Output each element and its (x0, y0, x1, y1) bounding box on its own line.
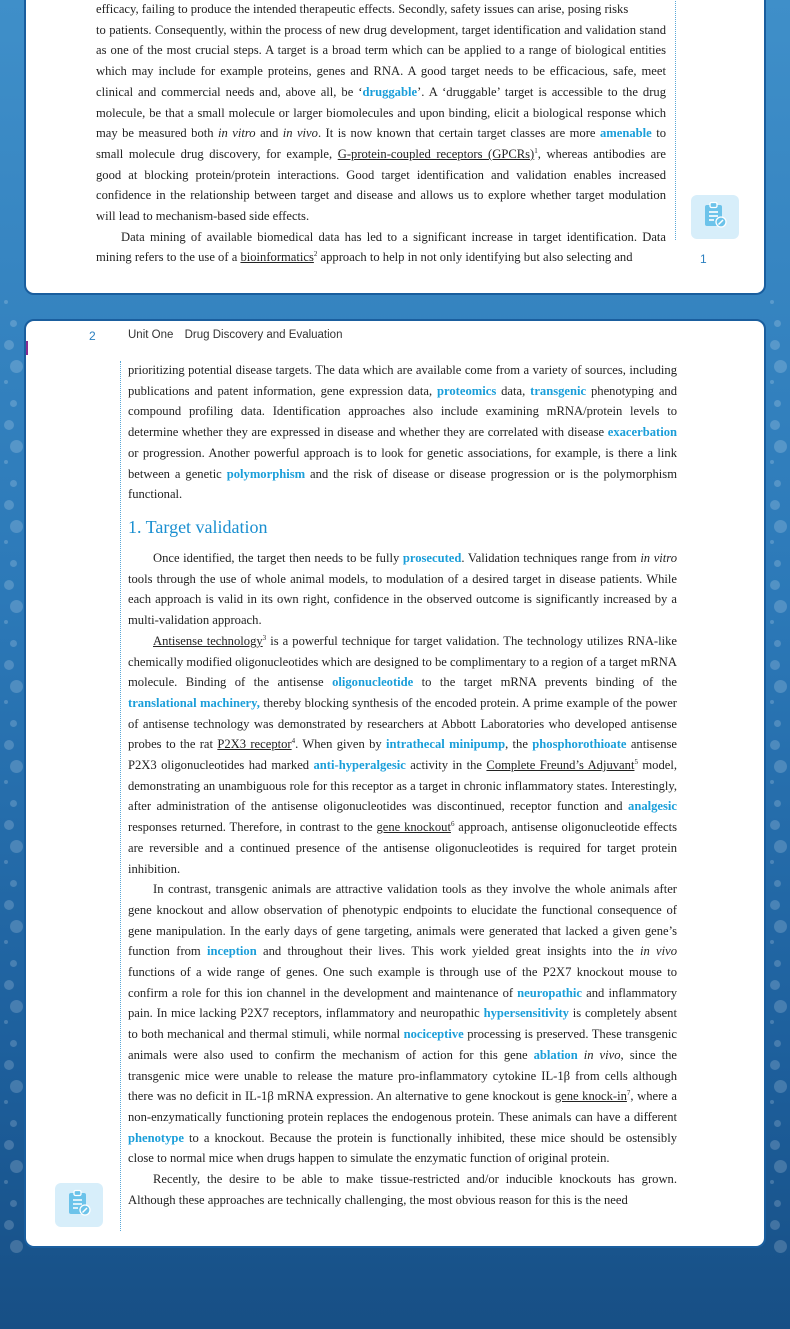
decorative-dot (774, 360, 787, 373)
decorative-dot (10, 920, 23, 933)
keyword[interactable]: exacerbation (607, 425, 677, 440)
keyword[interactable]: phosphorothioate (532, 737, 627, 752)
decorative-dot (10, 1080, 23, 1093)
decorative-dot (774, 320, 781, 327)
notes-button[interactable] (691, 195, 739, 239)
decorative-dot (774, 600, 787, 613)
decorative-dot (4, 700, 8, 704)
decorative-dot (10, 1240, 23, 1253)
decorative-dot (10, 720, 17, 727)
decorative-dot (774, 800, 781, 807)
footnote-term[interactable]: Complete Freund’s Adjuvant (486, 758, 635, 773)
decorative-dot (4, 580, 14, 590)
decorative-dot (10, 680, 23, 693)
decorative-dot (770, 940, 774, 944)
decorative-dot (770, 460, 774, 464)
unit-label: Unit One (128, 329, 174, 341)
decorative-dot (774, 760, 787, 773)
decorative-dot (10, 480, 17, 487)
decorative-dot (774, 1000, 787, 1013)
footnote-term[interactable]: gene knockout (376, 820, 451, 835)
keyword[interactable]: polymorphism (226, 466, 306, 481)
section-heading: 1. Target validation (128, 517, 268, 537)
page-number: 2 (89, 329, 96, 343)
decorative-dot (770, 580, 780, 590)
paragraph: to patients. Consequently, within the process of new drug development, target identification and validation stand as one of the most crucial steps. A target is a broad term which can be applied to a range of biological entities which may include for example proteins, genes and RNA. A good target needs to be efficacious, safe, meet clinical and commercial needs and, above all, be ‘druggable’. A ‘druggable’ target is accessible to the drug molecule, be that a small molecule or larger biomolecules and upon binding, elicit a biological response which may be measured both in vitro and in vivo. It is now known that certain target classes are more amenable to small molecule drug discovery, for example, G-protein-coupled receptors (GPCRs)$^1$, whereas antibodies are good at blocking protein/protein interactions. Good target identification and validation enables increased confidence in the relationship between target and disease and allows us to explore whether target modulation will lead to mechanism-based side effects. (96, 22, 667, 224)
running-header (128, 329, 350, 341)
clipboard-edit-icon (702, 201, 728, 234)
paragraph: Data mining of available biomedical data has led to a significant increase in target identification. Data mining refers to the use of a bioinformatics$^2$ approach to help in not only identifying but also selecting and (96, 229, 666, 265)
footnote-term[interactable]: G-protein-coupled receptors (GPCRs) (337, 146, 535, 161)
decorative-dot (10, 440, 23, 453)
decorative-dot (770, 420, 780, 430)
keyword[interactable]: proteomics (437, 383, 497, 398)
paragraph: Once identified, the target then needs to be fully prosecuted. Validation techniques range from in vitro tools through the use of whole animal models, to modulation of a desired target in disease patients. While each approach is valid in its own right, confidence in the observed outcome is significantly increased by a multi-validation approach. (128, 551, 678, 628)
keyword[interactable]: oligonucleotide (332, 675, 414, 690)
decorative-dot (4, 380, 8, 384)
keyword[interactable]: inception (207, 944, 257, 959)
decorative-dot (4, 940, 8, 944)
keyword[interactable]: hypersensitivity (483, 1006, 569, 1021)
decorative-dot (774, 1120, 781, 1127)
decorative-dot (10, 400, 17, 407)
decorative-dot (774, 1240, 787, 1253)
decorative-dot (10, 600, 23, 613)
decorative-dot (4, 420, 14, 430)
page-edge-mark (26, 341, 28, 355)
decorative-dot (4, 1220, 14, 1230)
decorative-dot (10, 1200, 17, 1207)
paragraph: In contrast, transgenic animals are attractive validation tools as they involve the whole animals after gene knockout and allow observation of phenotypic endpoints to elucidate the functional consequence of gene manipulation. In the early days of gene targeting, animals were generated that lacked a given gene’s function from inception and throughout their lives. This work yielded great insights into the in vivo functions of a wide range of genes. One such example is through use of the P2X7 knockout mouse to confirm a role for this ion channel in the development and maintenance of neuropathic and inflammatory pain. In mice lacking P2X7 receptors, inflammatory and neuropathic hypersensitivity is completely absent to both mechanical and thermal stimuli, while normal nociceptive processing is preserved. These transgenic animals were also used to confirm the mechanism of action for this gene ablation in vivo, since the transgenic mice were unable to release the mature pro-inflammatory cytokine IL-1β from cells although there was no deficit in IL-1β mRNA expression. An alternative to gene knockout is gene knock-$in^7$, where a non-enzymatically functioning protein replaces the endogenous protein. These animals can have a different phenotype to a knockout. Because the protein is functionally inhibited, these mice should be ostensibly close to normal mice when drugs happen to simulate the enzymatic function of original protein. (128, 882, 678, 1166)
decorative-dot (10, 640, 17, 647)
decorative-dot (774, 920, 787, 933)
keyword[interactable]: analgesic (628, 799, 677, 814)
decorative-dot (4, 820, 14, 830)
decorative-dot (4, 460, 8, 464)
clipboard-edit-icon (66, 1189, 92, 1222)
keyword[interactable]: druggable (362, 84, 418, 99)
decorative-dot (770, 660, 780, 670)
decorative-dot (774, 840, 787, 853)
decorative-dot (774, 960, 781, 967)
decorative-dot (770, 540, 774, 544)
decorative-dot (4, 780, 8, 784)
decorative-dot (774, 1160, 787, 1173)
decorative-dot (770, 1060, 780, 1070)
decorative-dot (770, 380, 774, 384)
keyword[interactable]: intrathecal minipump (386, 737, 506, 752)
book-page-1 (24, 0, 766, 295)
decorative-dot (770, 1140, 780, 1150)
decorative-dot (774, 680, 787, 693)
keyword[interactable]: amenable (599, 126, 652, 141)
decorative-dot (10, 520, 23, 533)
paragraph: Recently, the desire to be able to make tissue-restricted and/or inducible knockouts has grown. Although these approaches are technically challenging, the most obvious reason for this is the need (128, 1172, 677, 1207)
page-1-body (96, 0, 666, 268)
decorative-dot (770, 980, 780, 990)
decorative-dot (4, 1100, 8, 1104)
decorative-dot (770, 620, 774, 624)
decorative-dot (770, 900, 780, 910)
decorative-dot (774, 640, 781, 647)
keyword[interactable]: transgenic (530, 383, 587, 398)
footnote-term[interactable]: bioinformatics (240, 250, 314, 265)
decorative-dot (774, 1200, 781, 1207)
decorative-dot (10, 760, 23, 773)
decorative-dot (774, 560, 781, 567)
decorative-dot (770, 1220, 780, 1230)
decorative-dot (10, 960, 17, 967)
decorative-dot (770, 1100, 774, 1104)
decorative-dot (4, 500, 14, 510)
decorative-dot (774, 1040, 781, 1047)
decorative-dot (774, 1080, 787, 1093)
decorative-dot (770, 780, 774, 784)
paragraph: Antisense technology$^3$ is a powerful technique for target validation. The technology utilizes RNA-like chemically modified oligonucleotides which are designed to be complimentary to a region of a target mRNA molecule. Binding of the antisense oligonucleotide to the target mRNA prevents binding of the translational machinery, thereby blocking synthesis of the encoded protein. A prime example of the power of antisense technology was demonstrated by researchers at Abbott Laboratories who developed antisense probes to the rat P2X3 receptor$^4$. When given by intrathecal minipump, the phosphorothioate antisense P2X3 oligonucleotides had marked anti-hyperalgesic activity in the Complete Freund’s Adjuvant$^5$ model, demonstrating an unambiguous role for this receptor as a target in chronic inflammatory states. Interestingly, after administration of the antisense oligonucleotides was discontinued, receptor function and analgesic responses returned. Therefore, in contrast to the gene knockout$^6$ approach, antisense oligonucleotide effects are reversible and a continued presence of the antisense oligonucleotides is required for target protein inhibition. (128, 633, 678, 876)
decorative-dot (10, 560, 17, 567)
keyword[interactable]: translational machinery, (128, 695, 260, 710)
keyword[interactable]: phenotype (128, 1130, 184, 1145)
decorative-dot (770, 740, 780, 750)
decorative-dot (10, 1120, 17, 1127)
keyword[interactable]: nociceptive (403, 1027, 464, 1042)
decorative-dot (770, 700, 774, 704)
decorative-dot (4, 660, 14, 670)
decorative-dot (10, 1160, 23, 1173)
decorative-dot (4, 1180, 8, 1184)
decorative-dots-right (764, 300, 790, 1269)
decorative-dot (4, 900, 14, 910)
keyword[interactable]: prosecuted (402, 551, 462, 565)
page-number: 1 (700, 252, 707, 266)
margin-rule (675, 0, 676, 240)
decorative-dot (4, 340, 14, 350)
decorative-dot (774, 720, 781, 727)
decorative-dot (770, 1180, 774, 1184)
decorative-dot (10, 800, 17, 807)
decorative-dots-left (0, 300, 26, 1269)
decorative-dot (4, 1140, 14, 1150)
partial-line: efficacy, failing to produce the intended therapeutic effects. Secondly, safety issues can arise, posing risks (96, 2, 629, 16)
decorative-dot (4, 740, 14, 750)
unit-title: Drug Discovery and Evaluation (184, 329, 343, 341)
decorative-dot (774, 880, 781, 887)
footnote-term[interactable]: Antisense technology (153, 633, 263, 648)
page-2-intro (128, 360, 677, 505)
decorative-dot (4, 620, 8, 624)
decorative-dot (770, 820, 780, 830)
decorative-dot (774, 520, 787, 533)
keyword[interactable]: ablation (533, 1047, 578, 1062)
decorative-dot (4, 980, 14, 990)
decorative-dot (774, 400, 781, 407)
decorative-dot (770, 340, 780, 350)
footnote-term[interactable]: gene knock-in (554, 1089, 627, 1104)
keyword[interactable]: anti-hyperalgesic (313, 758, 406, 773)
page-2-body (128, 548, 677, 1211)
decorative-dot (770, 860, 774, 864)
decorative-dot (770, 500, 780, 510)
decorative-dot (774, 480, 781, 487)
decorative-dot (4, 300, 8, 304)
book-page-2 (24, 319, 766, 1248)
decorative-dot (10, 320, 17, 327)
decorative-dot (4, 1060, 14, 1070)
decorative-dot (10, 360, 23, 373)
decorative-dot (770, 1020, 774, 1024)
footnote-term[interactable]: P2X3 receptor (217, 737, 292, 752)
decorative-dot (10, 1000, 23, 1013)
paragraph: prioritizing potential disease targets. The data which are available come from a variety of sources, including publications and patent information, gene expression data, proteomics data, transgenic phenotyping and compound profiling data. Identification approaches also include examining mRNA/protein levels to determine whether they are expressed in disease and whether they are correlated with disease exacerbation or progression. Another powerful approach is to look for genetic associations, for example, is there a link between a genetic polymorphism and the risk of disease or disease progression or is the polymorphism functional. (128, 363, 678, 502)
decorative-dot (10, 840, 23, 853)
notes-button[interactable] (55, 1183, 103, 1227)
keyword[interactable]: neuropathic (517, 985, 583, 1000)
decorative-dot (770, 300, 774, 304)
decorative-dot (4, 1020, 8, 1024)
decorative-dot (4, 860, 8, 864)
decorative-dot (4, 540, 8, 544)
decorative-dot (774, 440, 787, 453)
margin-rule (120, 361, 121, 1231)
decorative-dot (10, 880, 17, 887)
decorative-dot (10, 1040, 17, 1047)
